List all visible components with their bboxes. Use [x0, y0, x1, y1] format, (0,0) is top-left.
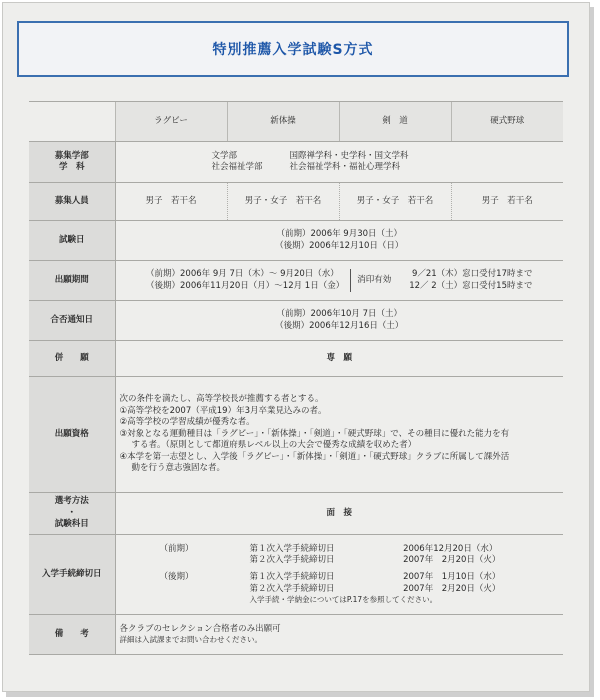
remarks-label: 備 考: [29, 615, 115, 655]
eligibility-row: [29, 377, 563, 493]
procedure-name: 第１次入学手続締切日: [249, 572, 335, 583]
sport-kendo: 剣 道: [339, 102, 451, 142]
capacity-row: [29, 183, 563, 221]
procedure-term: （後期）: [159, 572, 194, 583]
selection-row: [29, 493, 563, 535]
eligibility-line: する者。（原則として都道府県レベル以上の大会で優秀な成績を収めた者）: [131, 440, 417, 451]
counter-deadline-first: 9／21（木）窓口受付17時まで: [411, 269, 533, 280]
sport-baseball: 硬式野球: [451, 102, 563, 142]
procedure-label: 入学手続締切日: [29, 535, 115, 615]
concurrent-label: 併 願: [29, 341, 115, 377]
procedure-term: （前期）: [159, 543, 194, 554]
faculty-name: 文学部: [211, 150, 238, 161]
eligibility-line: ①高等学校を2007（平成19）年3月卒業見込みの者。: [119, 405, 327, 416]
application-period-cell: [115, 261, 563, 301]
procedure-row: [29, 535, 563, 615]
selection-label: 選考方法 ・ 試験科目: [29, 493, 115, 535]
capacity-value: 男子 若干名: [451, 183, 563, 221]
application-period-label: 出願期間: [29, 261, 115, 301]
result-notice-label: 合否通知日: [29, 301, 115, 341]
eligibility-line: 次の条件を満たし、高等学校長が推薦する者とする。: [119, 394, 324, 405]
eligibility-line: 動を行う意志強固な者。: [131, 463, 226, 474]
admission-table: [29, 101, 563, 655]
concurrent-value: 専 願: [115, 341, 563, 377]
page-title: 特別推薦入学試験S方式: [212, 42, 374, 58]
exam-date-label: 試験日: [29, 221, 115, 261]
eligibility-label: 出願資格: [29, 377, 115, 493]
application-period-row: [29, 261, 563, 301]
exam-date-first: （前期）2006年 9月30日（土）: [276, 229, 403, 240]
concurrent-row: [29, 341, 563, 377]
procedure-note: 入学手続・学納金についてはP.17を参照してください。: [249, 595, 438, 605]
capacity-value: 男子 若干名: [115, 183, 227, 221]
faculty-row: [29, 142, 563, 183]
eligibility-cell: [115, 377, 563, 493]
brochure-page: [2, 2, 590, 692]
procedure-date: 2007年 2月20日（火）: [403, 554, 501, 565]
sport-rugby: ラグビー: [115, 102, 227, 142]
result-notice-first: （前期）2006年10月 7日（土）: [276, 309, 403, 320]
eligibility-line: ③対象となる運動種目は「ラグビー」・「新体操」・「剣道」・「硬式野球」で、その種目に優れた能力を有: [119, 428, 510, 439]
procedure-date: 2006年12月20日（水）: [403, 543, 498, 554]
eligibility-line: ②高等学校の学習成績が優秀な者。: [119, 417, 255, 428]
capacity-value: 男子・女子 若干名: [227, 183, 339, 221]
remarks-detail: 詳細は入試課までお問い合わせください。: [119, 635, 262, 645]
selection-value: 面 接: [115, 493, 563, 535]
exam-date-second: （後期）2006年12月10日（日）: [275, 240, 404, 251]
remarks-line: 各クラブのセレクション合格者のみ出願可: [119, 623, 281, 634]
result-notice-cell: [115, 301, 563, 341]
remarks-cell: [115, 615, 563, 655]
exam-date-row: [29, 221, 563, 261]
faculty-label: 募集学部 学 科: [29, 142, 115, 183]
counter-deadline-second: 12／ 2（土）窓口受付15時まで: [409, 280, 533, 291]
application-period-first: （前期）2006年 9月 7日（木）〜 9月20日（水）: [146, 269, 339, 280]
remarks-row: [29, 615, 563, 655]
faculty-departments: 国際禅学科・史学科・国文学科: [289, 150, 409, 161]
application-period-second: （後期）2006年11月20日（月）〜12月 1日（金）: [146, 280, 345, 291]
title-box: [17, 21, 569, 77]
result-notice-row: [29, 301, 563, 341]
exam-date-cell: [115, 221, 563, 261]
procedure-name: 第１次入学手続締切日: [249, 543, 335, 554]
procedure-date: 2007年 2月20日（火）: [403, 583, 501, 594]
faculty-cell: [115, 142, 563, 183]
postmark-valid: 消印有効: [357, 274, 392, 285]
faculty-name: 社会福祉学部: [211, 162, 263, 172]
capacity-value: 男子・女子 若干名: [339, 183, 451, 221]
procedure-cell: [115, 535, 563, 615]
faculty-departments: 社会福祉学科・福祉心理学科: [289, 162, 401, 172]
procedure-date: 2007年 1月10日（水）: [403, 572, 501, 583]
header-blank: [29, 102, 115, 142]
result-notice-second: （後期）2006年12月16日（土）: [275, 320, 404, 331]
sport-rhythmic-gymnastics: 新体操: [227, 102, 339, 142]
procedure-name: 第２次入学手続締切日: [249, 554, 335, 565]
sports-header-row: [29, 102, 563, 142]
procedure-name: 第２次入学手続締切日: [249, 583, 335, 594]
capacity-label: 募集人員: [29, 183, 115, 221]
eligibility-line: ④本学を第一志望とし、入学後「ラグビー」・「新体操」・「剣道」・「硬式野球」クラブに所属して課外活: [119, 451, 510, 462]
